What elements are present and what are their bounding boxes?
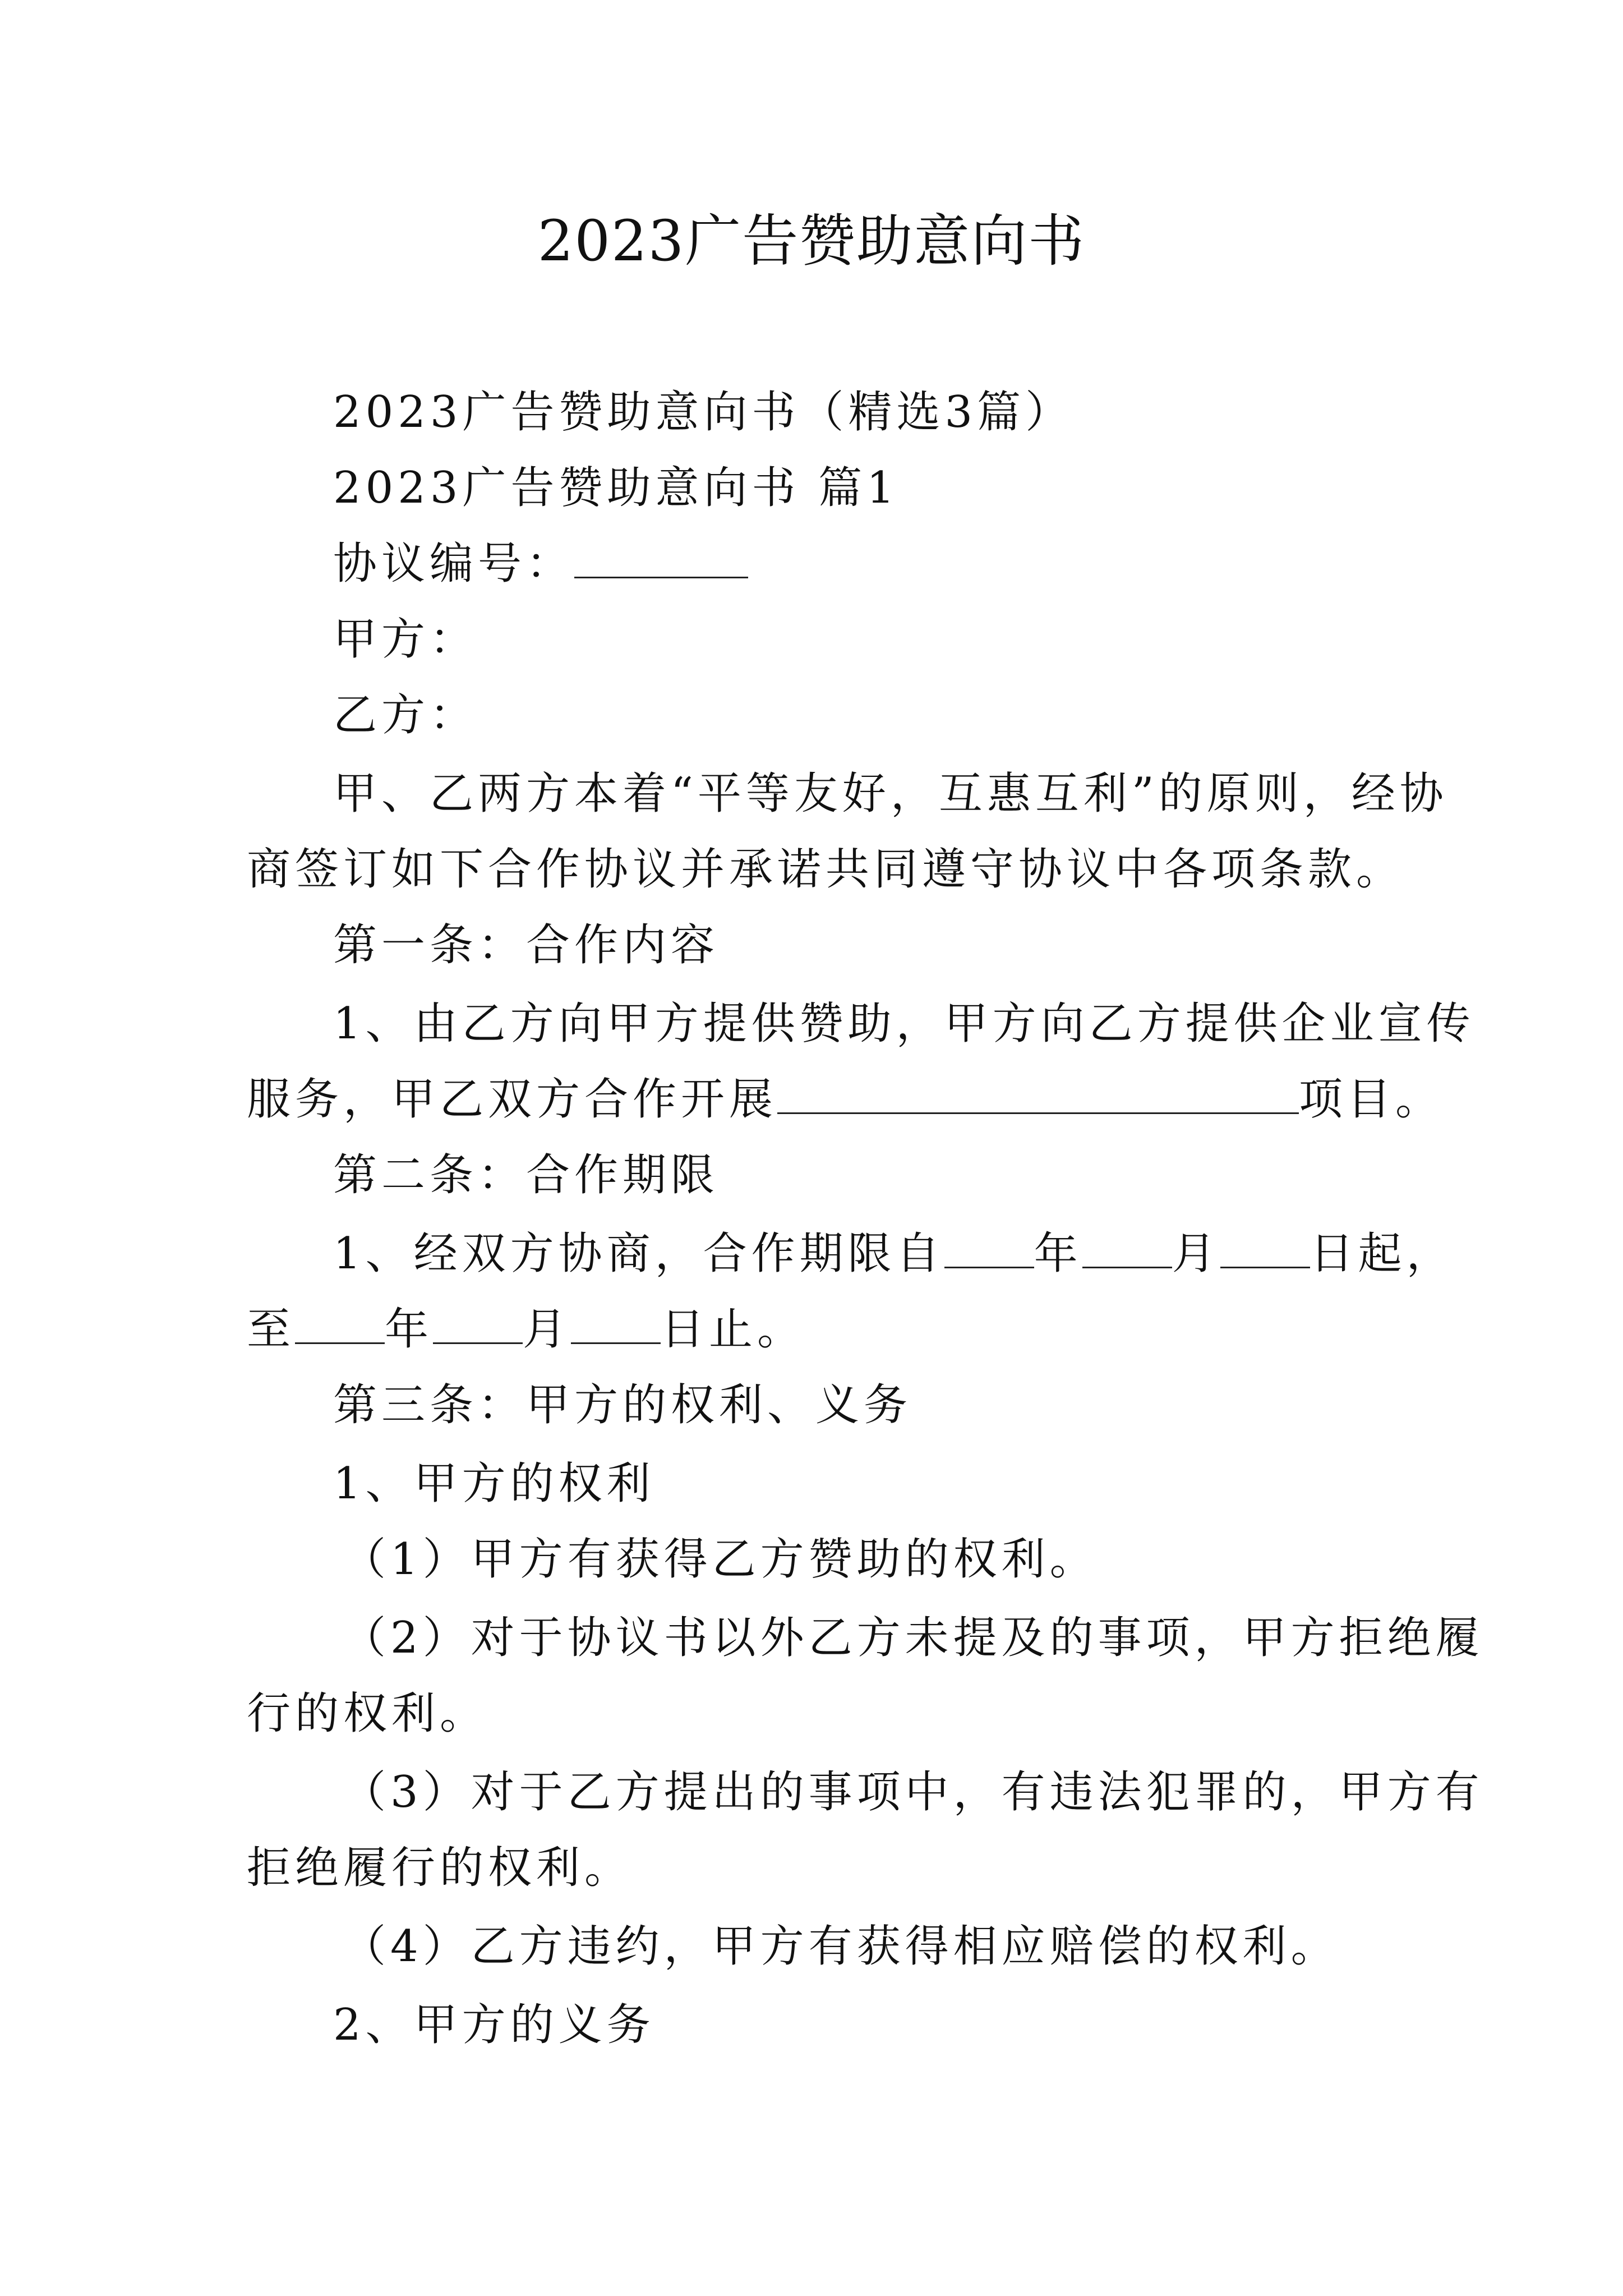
list-item-continuation: 行的权利。 xyxy=(247,1688,488,1739)
date-blank xyxy=(433,1301,523,1344)
project-blank xyxy=(777,1071,1299,1114)
paragraph-line xyxy=(247,1069,1444,1130)
list-item: （4）乙方违约，甲方有获得相应赔偿的权利。 xyxy=(342,1921,1339,1972)
text-fragment: 日止。 xyxy=(661,1304,806,1355)
date-blank xyxy=(1082,1225,1172,1268)
date-blank xyxy=(571,1301,661,1344)
list-item: （1）甲方有获得乙方赞助的权利。 xyxy=(342,1534,1098,1585)
article-heading: 第三条：甲方的权利、义务 xyxy=(333,1380,912,1430)
text-fragment: 年 xyxy=(385,1304,434,1355)
agreement-number-blank xyxy=(574,535,748,578)
paragraph-line: 商签订如下合作协议并承诺共同遵守协议中各项条款。 xyxy=(247,844,1405,895)
text-fragment: 年 xyxy=(1034,1228,1082,1279)
text-fragment: 至 xyxy=(247,1304,296,1355)
date-blank xyxy=(944,1225,1034,1268)
subsection-heading: 1、甲方的权利 xyxy=(333,1458,655,1509)
article-heading: 第一条：合作内容 xyxy=(333,920,720,970)
paragraph-line xyxy=(247,1299,805,1360)
date-blank xyxy=(1220,1225,1310,1268)
paragraph-line xyxy=(333,1223,1455,1285)
agreement-number-label: 协议编号： xyxy=(333,539,575,589)
text-fragment: 月 xyxy=(523,1304,571,1355)
text-fragment: 项目。 xyxy=(1299,1074,1444,1125)
text-fragment: 1、经双方协商，合作期限自 xyxy=(333,1228,944,1279)
section-heading: 2023广告赞助意向书 篇1 xyxy=(333,463,899,513)
date-blank xyxy=(295,1301,385,1344)
text-fragment: 服务，甲乙双方合作开展 xyxy=(247,1074,778,1125)
article-heading: 第二条：合作期限 xyxy=(333,1150,720,1200)
agreement-number-line xyxy=(333,533,748,595)
paragraph-line: 1、由乙方向甲方提供赞助，甲方向乙方提供企业宣传 xyxy=(333,999,1475,1049)
paragraph-line: 甲、乙两方本着“平等友好，互惠互利”的原则，经协 xyxy=(333,769,1448,819)
list-item-continuation: 拒绝履行的权利。 xyxy=(247,1843,633,1893)
party-a-line: 甲方： xyxy=(333,614,478,665)
document-title: 2023广告赞助意向书 xyxy=(537,208,1086,274)
party-b-line: 乙方： xyxy=(333,690,478,740)
subsection-heading: 2、甲方的义务 xyxy=(333,2000,655,2050)
subtitle-line: 2023广告赞助意向书（精选3篇） xyxy=(333,387,1074,438)
list-item: （2）对于协议书以外乙方未提及的事项，甲方拒绝履 xyxy=(342,1613,1484,1663)
text-fragment: 日起， xyxy=(1310,1228,1455,1279)
text-fragment: 月 xyxy=(1172,1228,1220,1279)
list-item: （3）对于乙方提出的事项中，有违法犯罪的，甲方有 xyxy=(342,1767,1484,1818)
